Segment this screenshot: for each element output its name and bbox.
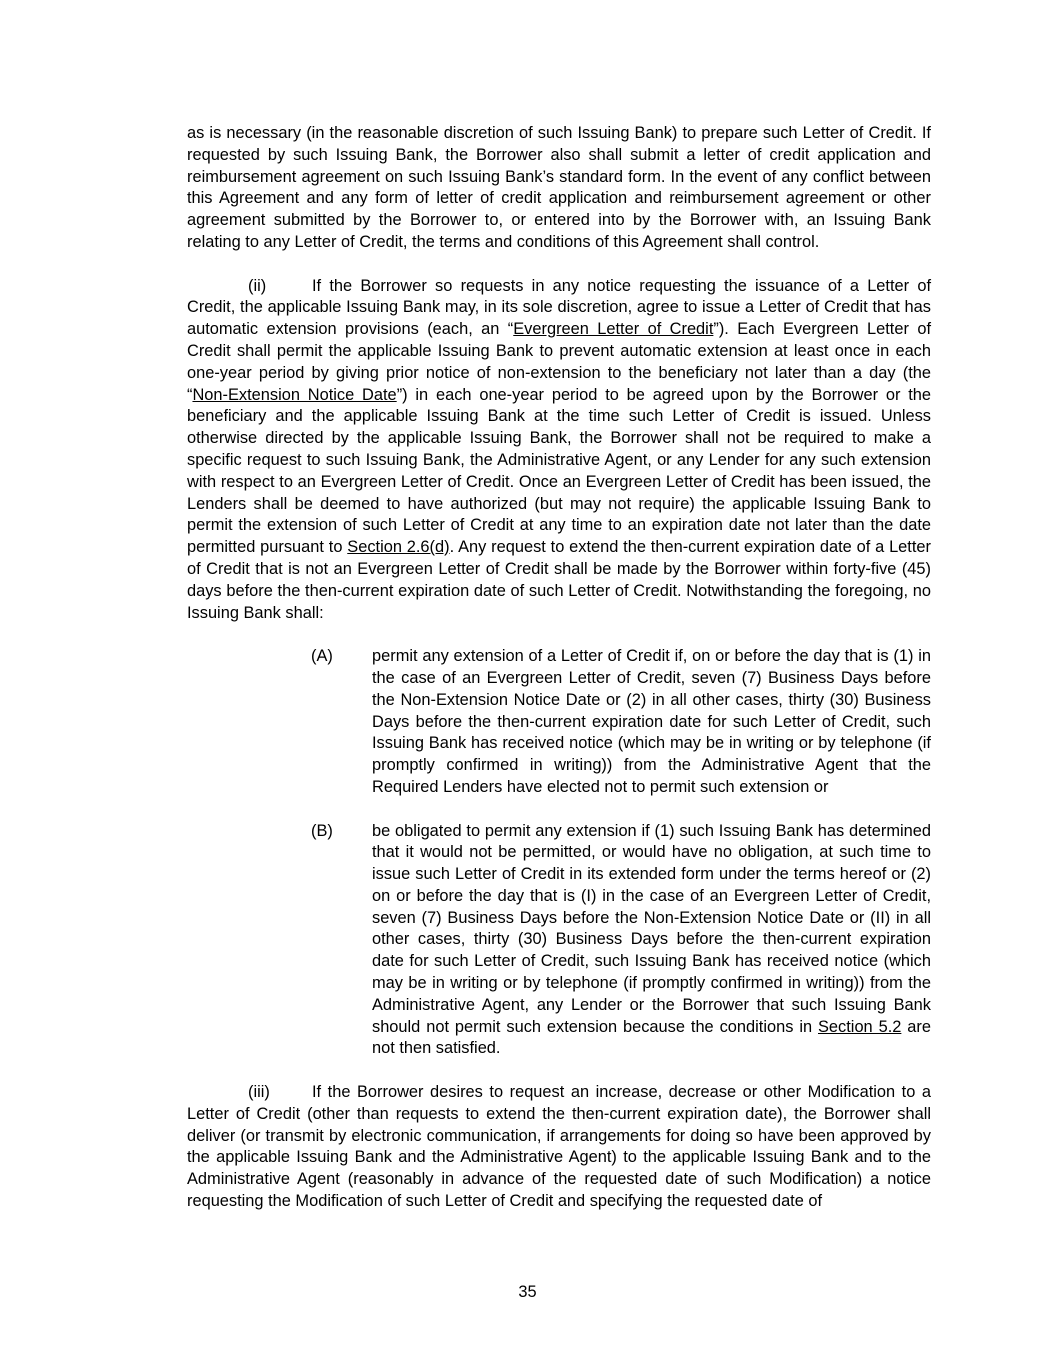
defined-term-non-extension-date: Non-Extension Notice Date [192, 385, 397, 404]
subclause-a-text: permit any extension of a Letter of Credit if, on or before the day that is (1) in the case of an Evergreen Letter of Credit, seven (7) Business Days before the Non-Extension Notice Date or (2) in all other cases, thirty (30) Business Days before the then-current expiration date for such Letter of Credit, such Issuing Bank has received notice (which may be in writing or by telephone (if promptly confirmed in writing)) from the Administrative Agent that the Required Lenders have elected not to permit such extension or [372, 647, 931, 796]
intro-paragraph [187, 123, 931, 254]
subclause-a-label: (A) [311, 647, 333, 666]
subclause-b-text-2: are not then satisfied. [372, 1017, 931, 1058]
subclause-b-text-1: be obligated to permit any extension if (1) such Issuing Bank has determined that it would not be permitted, or would have no obligation, at such time to issue such Letter of Credit in its extended form under the terms hereof or (2) on or before the day that is (I) in the case of an Evergreen Letter of Credit, seven (7) Business Days before the Non-Extension Notice Date or (II) in all other cases, thirty (30) Business Days before the then-current expiration date for such Letter of Credit, such Issuing Bank has received notice (which may be in writing or by telephone (if promptly confirmed in writing)) from the Administrative Agent, any Lender or the Borrower that such Issuing Bank should not permit such extension because the conditions in [372, 821, 931, 1036]
subclause-b-label: (B) [311, 821, 333, 840]
clause-iii-text: If the Borrower desires to request an increase, decrease or other Modification to a Letter of Credit (other than requests to extend the then-current expiration date), the Borrower shall deliver (or transmit by electronic communication, if arrangements for doing so have been approved by the applicable Issuing Bank and the Administrative Agent) to the applicable Issuing Bank and to the Administrative Agent (reasonably in advance of the requested date of such Modification) a notice requesting the Modification of such Letter of Credit and specifying the requested date of [187, 1083, 931, 1211]
clause-ii-paragraph [187, 276, 931, 625]
clause-ii-text-4: . Any request to extend the then-current expiration date of a Letter of Credit that is not an Evergreen Letter of Credit shall be made by the Borrower within forty-five (45) days before the then-current expiration date of such Letter of Credit. Notwithstanding the foregoing, no Issuing Bank shall: [187, 538, 931, 622]
defined-term-evergreen: Evergreen Letter of Credit [513, 320, 714, 339]
clause-iii-paragraph [187, 1082, 931, 1213]
subclause-a [187, 646, 931, 799]
document-body [187, 123, 931, 1213]
clause-iii-label: (iii) [248, 1083, 270, 1102]
clause-ii-text-3: ”) in each one-year period to be agreed upon by the Borrower or the beneficiary and the applicable Issuing Bank at the time such Letter of Credit is issued. Unless otherwise directed by the applicable Issuing Bank, the Borrower shall not be required to make a specific request to such Issuing Bank, the Administrative Agent, or any Lender for any such extension with respect to an Evergreen Letter of Credit. Once an Evergreen Letter of Credit has been issued, the Lenders shall be deemed to have authorized (but may not require) the applicable Issuing Bank to permit the extension of such Letter of Credit at any time to an expiration date not later than the date permitted pursuant to [187, 385, 932, 557]
section-reference-2-6-d: Section 2.6(d) [347, 538, 450, 557]
intro-text: as is necessary (in the reasonable discretion of such Issuing Bank) to prepare such Letter of Credit. If requested by such Issuing Bank, the Borrower also shall submit a letter of credit application and reimbursement agreement on such Issuing Bank’s standard form. In the event of any conflict between this Agreement and any form of letter of credit application and reimbursement agreement or other agreement submitted by the Borrower to, or entered into by the Borrower with, an Issuing Bank relating to any Letter of Credit, the terms and conditions of this Agreement shall control. [187, 124, 931, 251]
subclause-b [187, 821, 931, 1061]
clause-ii-text-1: If the Borrower so requests in any notice requesting the issuance of a Letter of Credit, the applicable Issuing Bank may, in its sole discretion, agree to issue a Letter of Credit that has automatic extension provisions (each, an “ [187, 276, 931, 339]
section-reference-5-2: Section 5.2 [818, 1017, 902, 1036]
clause-ii-label: (ii) [248, 276, 267, 295]
page-number: 35 [518, 1283, 537, 1301]
clause-ii-text-2: ”). Each Evergreen Letter of Credit shall permit the applicable Issuing Bank to prevent automatic extension at least once in each one-year period by giving prior notice of non-extension to the beneficiary not later than a day (the “ [187, 320, 931, 404]
